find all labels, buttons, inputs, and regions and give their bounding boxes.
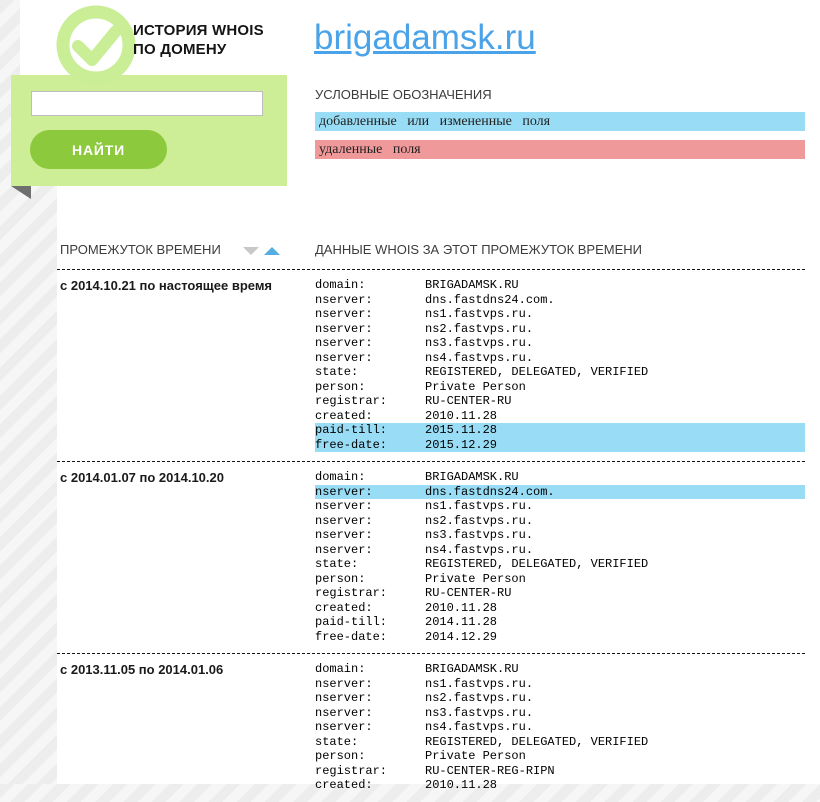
whois-lines [315, 662, 805, 793]
whois-key: nserver: [315, 350, 373, 365]
whois-line [315, 322, 805, 337]
whois-value: Private Person [425, 749, 526, 763]
whois-value: 2010.11.28 [425, 778, 498, 792]
whois-value: ns2.fastvps.ru. [425, 691, 534, 705]
whois-line [315, 543, 805, 558]
domain-search-input[interactable] [31, 91, 263, 116]
sort-controls [243, 247, 280, 255]
whois-lines [315, 278, 805, 452]
whois-line [315, 351, 805, 366]
whois-data-column-header: ДАННЫЕ WHOIS ЗА ЭТОТ ПРОМЕЖУТОК ВРЕМЕНИ [315, 242, 642, 257]
widget-title-line1: ИСТОРИЯ WHOIS [133, 22, 264, 39]
whois-line [315, 528, 805, 543]
whois-block [57, 653, 805, 802]
whois-value: ns1.fastvps.ru. [425, 499, 534, 513]
whois-key: nserver: [315, 528, 373, 542]
whois-key: registrar: [315, 763, 388, 778]
whois-block [57, 269, 805, 461]
whois-line [315, 557, 805, 572]
whois-key: created: [315, 600, 373, 615]
whois-line [315, 615, 805, 630]
whois-key: nserver: [315, 542, 373, 557]
whois-key: nserver: [315, 676, 373, 691]
whois-line [315, 662, 805, 677]
whois-line [315, 720, 805, 735]
domain-title-link[interactable]: brigadamsk.ru [314, 18, 536, 57]
search-button[interactable]: НАЙТИ [30, 130, 167, 169]
whois-key: created: [315, 408, 373, 423]
whois-line [315, 394, 805, 409]
whois-line [315, 691, 805, 706]
whois-key: nserver: [315, 513, 373, 528]
whois-line [315, 409, 805, 424]
whois-key: nserver: [315, 336, 373, 350]
whois-value: RU-CENTER-RU [425, 394, 512, 408]
whois-value: ns4.fastvps.ru. [425, 350, 534, 365]
whois-line [315, 706, 805, 721]
legend-deleted-band: удаленные поля [315, 140, 805, 159]
whois-key: domain: [315, 662, 366, 676]
whois-key: nserver: [315, 499, 373, 513]
whois-value: BRIGADAMSK.RU [425, 662, 519, 676]
whois-key: free-date: [315, 437, 388, 452]
whois-value: RU-CENTER-RU [425, 586, 512, 600]
whois-value: ns2.fastvps.ru. [425, 513, 534, 528]
whois-value: 2015.12.29 [425, 437, 498, 452]
whois-line [315, 307, 805, 322]
whois-table-body [57, 269, 805, 802]
whois-line [315, 293, 805, 308]
whois-line [315, 336, 805, 351]
whois-key: registrar: [315, 586, 388, 600]
whois-line [315, 677, 805, 692]
whois-key: free-date: [315, 629, 388, 644]
whois-line [315, 749, 805, 764]
whois-key: person: [315, 749, 366, 763]
whois-value: RU-CENTER-REG-RIPN [425, 763, 555, 778]
whois-line [315, 470, 805, 485]
sort-descending-triangle-icon[interactable] [243, 247, 259, 255]
whois-key: nserver: [315, 720, 373, 734]
whois-value: ns3.fastvps.ru. [425, 705, 534, 720]
period-label: с 2014.01.07 по 2014.10.20 [60, 470, 224, 485]
whois-value: Private Person [425, 571, 526, 586]
whois-value: Private Person [425, 379, 526, 394]
whois-line [315, 572, 805, 587]
whois-value: ns4.fastvps.ru. [425, 542, 534, 557]
legend-added-band: добавленные или измененные поля [315, 112, 805, 131]
whois-line [315, 778, 805, 793]
whois-key: created: [315, 778, 373, 792]
legend-title: УСЛОВНЫЕ ОБОЗНАЧЕНИЯ [315, 87, 492, 102]
whois-value: ns2.fastvps.ru. [425, 321, 534, 336]
whois-line [315, 438, 805, 453]
whois-value: dns.fastdns24.com. [425, 484, 555, 499]
whois-value: ns1.fastvps.ru. [425, 307, 534, 321]
period-label: с 2014.10.21 по настоящее время [60, 278, 273, 293]
whois-value: ns3.fastvps.ru. [425, 528, 534, 542]
whois-value: ns4.fastvps.ru. [425, 720, 534, 734]
widget-title-line2: ПО ДОМЕНУ [133, 41, 227, 58]
whois-value: BRIGADAMSK.RU [425, 470, 519, 484]
period-label: с 2013.11.05 по 2014.01.06 [60, 662, 224, 677]
whois-value: 2014.11.28 [425, 615, 498, 629]
whois-line [315, 380, 805, 395]
whois-key: state: [315, 365, 359, 379]
whois-value: BRIGADAMSK.RU [425, 278, 519, 292]
whois-key: nserver: [315, 321, 373, 336]
whois-key: person: [315, 571, 366, 586]
whois-key: nserver: [315, 705, 373, 720]
whois-value: 2015.11.28 [425, 423, 498, 437]
whois-key: state: [315, 734, 359, 749]
whois-line [315, 514, 805, 529]
whois-value: ns1.fastvps.ru. [425, 676, 534, 691]
whois-key: paid-till: [315, 423, 388, 437]
whois-value: 2010.11.28 [425, 408, 498, 423]
whois-key: state: [315, 557, 359, 571]
whois-key: nserver: [315, 484, 373, 499]
whois-key: paid-till: [315, 615, 388, 629]
whois-lines [315, 470, 805, 644]
sort-ascending-triangle-icon[interactable] [264, 247, 280, 255]
checkmark-logo-icon [55, 4, 137, 86]
whois-line [315, 735, 805, 750]
whois-value: dns.fastdns24.com. [425, 292, 555, 307]
whois-key: nserver: [315, 691, 373, 705]
whois-key: domain: [315, 470, 366, 484]
whois-key: nserver: [315, 307, 373, 321]
whois-value: 2014.12.29 [425, 629, 498, 644]
whois-line [315, 764, 805, 779]
whois-value: ns3.fastvps.ru. [425, 336, 534, 350]
whois-line [315, 499, 805, 514]
whois-line [315, 365, 805, 380]
ribbon-fold-corner [11, 186, 31, 199]
whois-line [315, 485, 805, 500]
whois-line [315, 601, 805, 616]
whois-line [315, 423, 805, 438]
whois-value: REGISTERED, DELEGATED, VERIFIED [425, 365, 649, 379]
whois-line [315, 278, 805, 293]
whois-line [315, 630, 805, 645]
period-column-header: ПРОМЕЖУТОК ВРЕМЕНИ [60, 242, 221, 257]
widget-title [133, 21, 264, 59]
whois-value: 2010.11.28 [425, 600, 498, 615]
whois-key: person: [315, 379, 366, 394]
whois-key: domain: [315, 278, 366, 292]
whois-key: nserver: [315, 292, 373, 307]
whois-block [57, 461, 805, 653]
whois-value: REGISTERED, DELEGATED, VERIFIED [425, 557, 649, 571]
whois-line [315, 586, 805, 601]
whois-value: REGISTERED, DELEGATED, VERIFIED [425, 734, 649, 749]
whois-key: registrar: [315, 394, 388, 408]
